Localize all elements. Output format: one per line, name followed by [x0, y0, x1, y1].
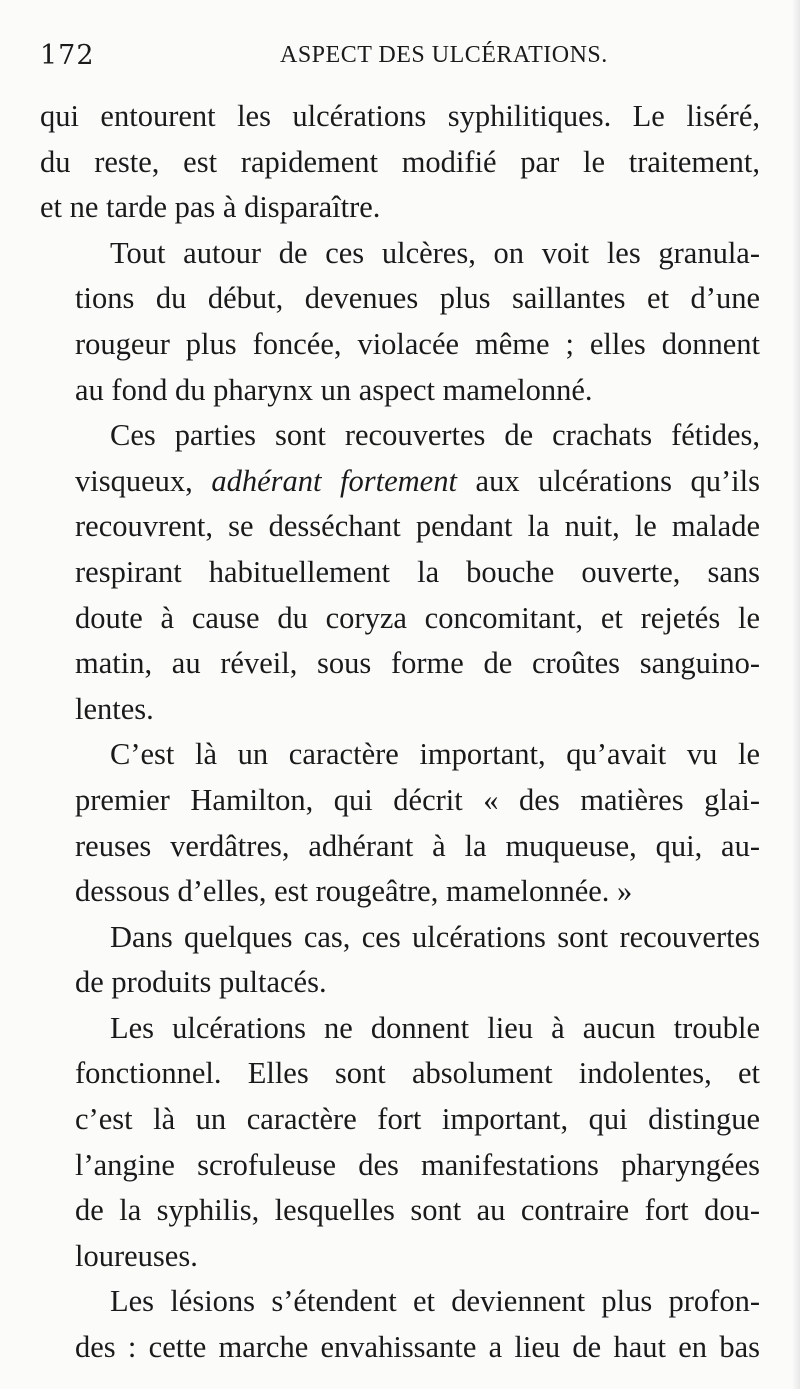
text-line: de la syphilis, lesquelles sont au contraire fort dou-	[75, 1193, 760, 1228]
text-line: qui entourent les ulcérations syphilitiques. Le liséré,	[40, 99, 760, 133]
text-line: rougeur plus foncée, violacée même ; elles donnent	[75, 326, 760, 361]
paragraph-2	[40, 231, 760, 413]
body-text	[40, 94, 760, 1371]
text-line: et ne tarde pas à disparaître.	[40, 190, 381, 225]
page-edge-shadow	[792, 0, 800, 1389]
text-line: c’est là un caractère fort important, qui distingue	[75, 1102, 760, 1137]
text-line: doute à cause du coryza concomitant, et rejetés le	[75, 600, 760, 635]
text-line: matin, au réveil, sous forme de croûtes sanguino-	[75, 646, 760, 681]
page-number: 172	[40, 40, 95, 71]
running-head: ASPECT DES ULCÉRATIONS.	[280, 42, 608, 68]
text-line: respirant habituellement la bouche ouverte, sans	[75, 554, 760, 589]
text-line: loureuses.	[75, 1238, 198, 1273]
paragraph-6	[40, 1006, 760, 1280]
text-fragment: aux ulcérations qu’ils	[456, 463, 760, 498]
text-line-with-emphasis	[40, 459, 760, 505]
text-line: premier Hamilton, qui décrit « des matières glai-	[75, 782, 760, 817]
text-line: du reste, est rapidement modifié par le traitement,	[40, 144, 760, 179]
emphasis-text: adhérant fortement	[211, 463, 457, 498]
page-header	[40, 40, 760, 80]
paragraph-5	[40, 915, 760, 1006]
text-line: dessous d’elles, est rougeâtre, mamelonnée. »	[75, 874, 633, 909]
text-line: tions du début, devenues plus saillantes et d’une	[75, 281, 760, 316]
text-line: C’est là un caractère important, qu’avait vu le	[110, 737, 760, 772]
paragraph-7	[40, 1279, 760, 1370]
text-line: lentes.	[75, 691, 154, 726]
text-line: recouvrent, se desséchant pendant la nuit, le malade	[75, 509, 760, 544]
text-line: Ces parties sont recouvertes de crachats fétides,	[110, 418, 760, 453]
text-line: au fond du pharynx un aspect mamelonné.	[75, 372, 593, 407]
paragraph-4	[40, 732, 760, 914]
text-fragment: visqueux,	[75, 463, 212, 498]
text-line: Dans quelques cas, ces ulcérations sont recouvertes	[110, 919, 760, 954]
text-line: Les ulcérations ne donnent lieu à aucun trouble	[110, 1010, 760, 1045]
text-line: Tout autour de ces ulcères, on voit les granula-	[110, 235, 760, 270]
paragraph-3	[40, 413, 760, 732]
text-line: Les lésions s’étendent et deviennent plus profon-	[110, 1284, 760, 1319]
text-line: de produits pultacés.	[75, 965, 327, 1000]
text-line: fonctionnel. Elles sont absolument indolentes, et	[75, 1056, 760, 1091]
paragraph-1	[40, 94, 760, 231]
text-line: reuses verdâtres, adhérant à la muqueuse, qui, au-	[75, 828, 760, 863]
text-line: des : cette marche envahissante a lieu de haut en bas	[75, 1330, 760, 1365]
text-line: l’angine scrofuleuse des manifestations pharyngées	[75, 1147, 760, 1182]
